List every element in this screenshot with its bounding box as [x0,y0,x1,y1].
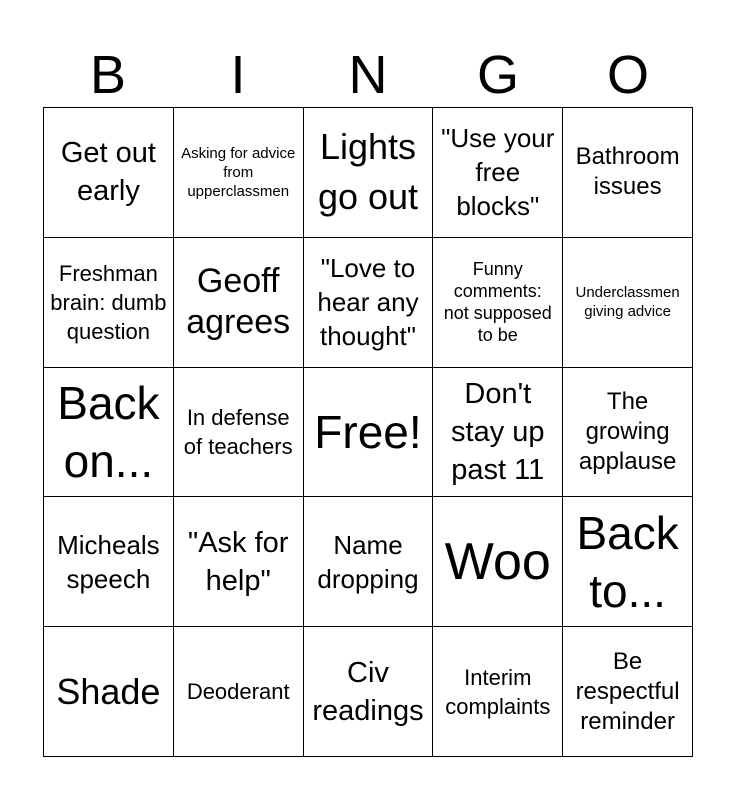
bingo-cell[interactable] [44,627,174,757]
cell-text: Get out early [60,137,156,208]
header-letter-b: B [89,45,127,105]
cell-text: Underclassmen giving advice [575,284,680,321]
bingo-cell[interactable] [433,108,563,238]
cell-text: Geoff agrees [186,262,291,342]
header-letter-g: G [476,45,519,105]
cell-text: Freshman brain: dumb question [50,260,167,344]
bingo-cell[interactable] [433,368,563,498]
bingo-cell[interactable] [563,627,693,757]
cell-text: In defense of teachers [183,404,293,459]
bingo-cell[interactable] [44,108,174,238]
cell-text: "Ask for help" [187,526,289,597]
bingo-cell[interactable] [433,238,563,368]
bingo-cell[interactable] [174,497,304,627]
cell-text: "Use your free blocks" [441,123,555,222]
free-space-cell[interactable] [304,368,434,498]
bingo-cell[interactable] [44,368,174,498]
cell-text: Shade [56,670,161,712]
bingo-cell[interactable] [44,497,174,627]
bingo-cell[interactable] [304,497,434,627]
cell-text: Deoderant [186,679,290,705]
cell-text: Back to... [576,506,679,617]
cell-text: Back on... [57,376,160,487]
bingo-cell[interactable] [44,238,174,368]
cell-text: Asking for advice from upperclassmen [181,144,296,200]
cell-text: Woo [444,532,551,591]
bingo-cell[interactable] [563,108,693,238]
bingo-cell[interactable] [174,238,304,368]
cell-text: Interim complaints [445,664,551,719]
bingo-header [43,44,693,106]
cell-text: Don't stay up past 11 [451,377,545,486]
bingo-cell[interactable] [433,627,563,757]
header-letter-o: O [606,45,649,105]
bingo-cell[interactable] [433,497,563,627]
bingo-cell[interactable] [563,368,693,498]
cell-text: Lights go out [317,126,419,218]
bingo-cell[interactable] [174,108,304,238]
header-letter-i: I [230,45,246,105]
cell-text: Civ readings [312,656,424,727]
cell-text: The growing applause [578,387,677,475]
bingo-cell[interactable] [174,627,304,757]
bingo-cell[interactable] [304,627,434,757]
cell-text: Funny comments: not supposed to be [443,259,552,346]
header-letter-n: N [348,45,388,105]
bingo-cell[interactable] [563,238,693,368]
cell-text: Name dropping [317,529,419,594]
bingo-cell[interactable] [304,108,434,238]
bingo-cell[interactable] [174,368,304,498]
cell-text: "Love to hear any thought" [317,253,419,352]
cell-text: Micheals speech [57,529,160,594]
free-space-text: Free! [314,405,422,458]
bingo-cell[interactable] [563,497,693,627]
bingo-grid [43,107,693,757]
cell-text: Be respectful reminder [575,647,680,735]
cell-text: Bathroom issues [575,143,680,201]
bingo-cell[interactable] [304,238,434,368]
